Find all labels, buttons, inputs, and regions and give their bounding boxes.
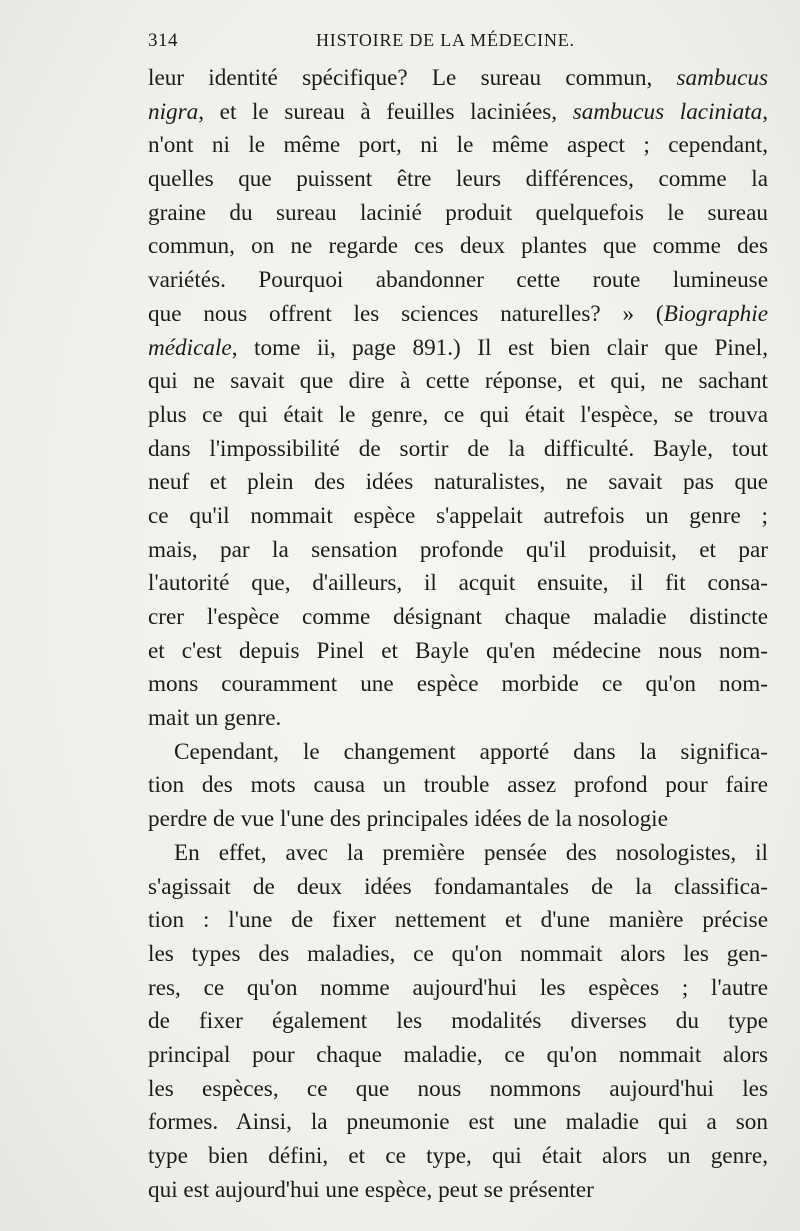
- text-segment: n'ont ni le même port, ni le même aspect ; cependant,: [148, 132, 768, 159]
- text-line: [148, 668, 768, 702]
- italic-text: sambucus: [676, 65, 768, 91]
- text-line: [148, 332, 768, 366]
- text-segment: neuf et plein des idées naturalistes, ne savait pas que: [148, 469, 768, 496]
- text-segment: dans l'impossibilité de sortir de la difficulté. Bayle, tout: [148, 435, 768, 462]
- italic-text: nigra: [148, 98, 199, 125]
- text-line: [148, 399, 768, 433]
- text-segment: commun, on ne regarde ces deux plantes que comme des: [148, 233, 768, 260]
- text-segment: l'autorité que, d'ailleurs, il acquit ensuite, il fit consa-: [148, 570, 768, 597]
- text-segment: s'agissait de deux idées fondamantales de la classifica-: [148, 873, 768, 900]
- text-line: [148, 635, 768, 669]
- text-segment: type bien défini, et ce type, qui était alors un genre,: [148, 1143, 768, 1169]
- text-line: [148, 96, 768, 130]
- text-segment: et c'est depuis Pinel et Bayle qu'en médecine nous nom-: [148, 637, 768, 664]
- text-line: [148, 1140, 768, 1174]
- text-line: [148, 871, 768, 905]
- text-segment: quelles que puissent être leurs différences, comme la: [148, 166, 768, 193]
- text-line: [148, 1174, 768, 1208]
- text-segment: plus ce qui était le genre, ce qui était l'espèce, se trouva: [148, 401, 768, 428]
- text-segment: qui ne savait que dire à cette réponse, et qui, ne sachant: [148, 368, 768, 395]
- text-segment: les types des maladies, ce qu'on nommait alors les gen-: [148, 940, 768, 967]
- page-header: [148, 30, 768, 60]
- text-line: [148, 466, 768, 500]
- text-line: [148, 837, 768, 871]
- text-segment: variétés. Pourquoi abandonner cette route lumineuse: [148, 267, 768, 294]
- text-line: [148, 736, 768, 770]
- body-text: [148, 62, 768, 1207]
- text-segment: principal pour chaque maladie, ce qu'on nommait alors: [148, 1041, 768, 1068]
- text-segment: ,: [762, 98, 768, 125]
- text-line: [148, 62, 768, 96]
- text-line: [148, 1005, 768, 1039]
- text-segment: Cependant, le changement apporté dans la significa-: [174, 738, 768, 765]
- text-line: [148, 567, 768, 601]
- text-line: [148, 803, 768, 837]
- text-line: [148, 938, 768, 972]
- text-segment: mais, par la sensation profonde qu'il produisit, et par: [148, 536, 768, 563]
- text-segment: mons couramment une espèce morbide ce qu'on nom-: [148, 671, 768, 698]
- text-line: [148, 601, 768, 635]
- text-line: [148, 365, 768, 399]
- italic-text: Biographie: [663, 300, 768, 327]
- text-line: [148, 197, 768, 231]
- text-segment: , tome ii, page 891.) Il est bien clair que Pinel,: [231, 334, 768, 361]
- text-line: [148, 534, 768, 568]
- text-line: [148, 433, 768, 467]
- text-segment: les espèces, ce que nous nommons aujourd'hui les: [148, 1075, 768, 1102]
- text-segment: tion des mots causa un trouble assez profond pour faire: [148, 772, 768, 799]
- text-line: [148, 129, 768, 163]
- text-line: [148, 972, 768, 1006]
- text-line: [148, 904, 768, 938]
- text-segment: graine du sureau lacinié produit quelquefois le sureau: [148, 199, 768, 226]
- text-segment: mait un genre.: [148, 705, 282, 732]
- text-segment: res, ce qu'on nomme aujourd'hui les espèces ; l'autre: [148, 974, 768, 1001]
- running-title: HISTOIRE DE LA MÉDECINE.: [316, 30, 575, 50]
- text-line: [148, 1039, 768, 1073]
- italic-text: sambucus laciniata: [572, 98, 763, 125]
- text-segment: leur identité spécifique? Le sureau commun,: [148, 65, 677, 91]
- text-line: [148, 702, 768, 736]
- page-number: 314: [148, 30, 178, 51]
- text-line: [148, 264, 768, 298]
- text-segment: que nous offrent les sciences naturelles? » (: [148, 300, 664, 327]
- text-segment: qui est aujourd'hui une espèce, peut se présenter: [148, 1176, 594, 1203]
- text-line: [148, 1073, 768, 1107]
- italic-text: médicale: [148, 334, 232, 361]
- text-line: [148, 230, 768, 264]
- text-segment: de fixer également les modalités diverses du type: [148, 1008, 768, 1035]
- text-segment: formes. Ainsi, la pneumonie est une maladie qui a son: [148, 1109, 768, 1136]
- text-line: [148, 163, 768, 197]
- text-segment: En effet, avec la première pensée des nosologistes, il: [174, 839, 768, 866]
- text-line: [148, 769, 768, 803]
- text-line: [148, 298, 768, 332]
- text-segment: tion : l'une de fixer nettement et d'une manière précise: [148, 907, 768, 934]
- text-segment: crer l'espèce comme désignant chaque maladie distincte: [148, 604, 768, 630]
- text-segment: perdre de vue l'une des principales idées de la nosologie: [148, 806, 668, 833]
- text-segment: ce qu'il nommait espèce s'appelait autrefois un genre ;: [148, 502, 768, 529]
- text-segment: , et le sureau à feuilles laciniées,: [198, 98, 573, 125]
- text-line: [148, 1106, 768, 1140]
- text-line: [148, 500, 768, 534]
